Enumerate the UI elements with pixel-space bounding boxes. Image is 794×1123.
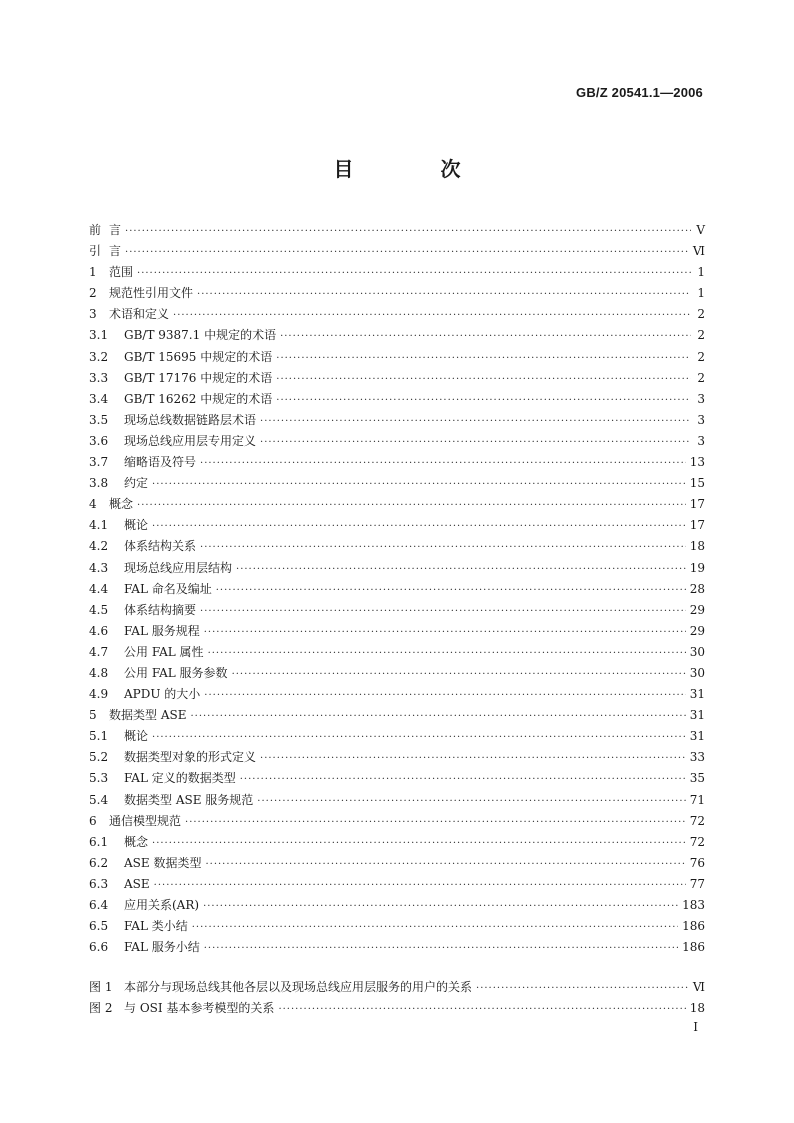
toc-entry-title: 术语和定义 [109,307,170,322]
toc-entry-number: 3 [89,307,97,322]
toc-leader-dots [185,812,686,833]
toc-entry-number: 4.1 [89,518,109,533]
toc-entry[interactable] [89,937,705,958]
toc-entry-page: 3 [697,412,705,427]
toc-entry-title: FAL 类小结 [124,919,188,934]
toc-entry-page: 72 [689,813,705,828]
toc-entry[interactable] [89,452,705,473]
toc-entry-number: 4.5 [89,602,109,617]
toc-leader-dots [152,727,686,748]
toc-entry-page: Ⅵ [692,244,705,259]
toc-entry-page: 31 [689,708,705,723]
toc-leader-dots [257,791,685,812]
toc-entry-title: ASE [124,876,150,891]
toc-entry[interactable] [89,558,705,579]
toc-leader-dots [125,221,691,242]
toc-entry[interactable] [89,916,705,937]
toc-entry[interactable] [89,811,705,832]
toc-entry-page: 2 [697,307,705,322]
toc-leader-dots [276,369,691,390]
toc-entry-title: 规范性引用文件 [109,286,194,301]
toc-entry-page: 17 [689,497,705,512]
toc-entry-number: 4.4 [89,581,109,596]
toc-leader-dots [204,938,678,959]
toc-entry[interactable] [89,410,705,431]
toc-leader-dots [200,601,686,622]
toc-leader-dots [203,896,678,917]
toc-leader-dots [192,917,678,938]
toc-entry-title: 缩略语及符号 [124,455,197,470]
toc-entry-title: 公用 FAL 服务参数 [124,665,228,680]
toc-entry-page: 33 [689,750,705,765]
toc-entry-title: 应用关系(AR) [124,898,200,912]
toc-entry-number: 4.7 [89,644,109,659]
toc-entry[interactable] [89,579,705,600]
toc-entry[interactable] [89,494,705,515]
toc-entry-title: APDU 的大小 [124,687,201,702]
toc-entry-page: 186 [682,940,705,955]
toc-entry[interactable] [89,663,705,684]
toc-entry-number: 6.2 [89,855,109,870]
toc-entry[interactable] [89,768,705,789]
toc-leader-dots [216,580,686,601]
toc-entry-page: 29 [689,602,705,617]
toc-entry-number: 3.4 [89,391,109,406]
toc-entry[interactable] [89,283,705,304]
toc-entry-number: 6.6 [89,940,109,955]
toc-leader-dots [200,537,686,558]
toc-entry-page: 28 [689,581,705,596]
toc-leader-dots [260,748,686,769]
toc-entry-page: 19 [689,560,705,575]
toc-leader-dots [204,622,686,643]
toc-entry-number: 3.7 [89,455,109,470]
toc-entry-title: 公用 FAL 属性 [124,644,204,659]
toc-entry[interactable] [89,642,705,663]
toc-leader-dots [137,263,691,284]
toc-entry-title: GB/T 15695 中规定的术语 [124,349,273,364]
toc-entry-page: 183 [682,898,705,912]
toc-leader-dots [260,432,691,453]
toc-entry-page: 31 [689,687,705,702]
toc-leader-dots [280,326,691,347]
toc-entry-title: FAL 命名及编址 [124,581,212,596]
toc-entry[interactable] [89,747,705,768]
toc-entry[interactable] [89,515,705,536]
toc-entry-title: 本部分与现场总线其他各层以及现场总线应用层服务的用户的关系 [124,980,473,994]
toc-entry-number: 3.2 [89,349,109,364]
toc-entry-number: 5.1 [89,729,109,744]
toc-entry-page: 71 [689,792,705,807]
toc-entry-title: 与 OSI 基本参考模型的关系 [124,1001,275,1016]
toc-entry-title: GB/T 9387.1 中规定的术语 [124,328,277,343]
toc-entry-number: 3.8 [89,476,109,491]
toc-entry-page: 1 [697,286,705,301]
toc-leader-dots [260,411,691,432]
figure-entry[interactable] [89,977,705,998]
toc-leader-dots [208,643,686,664]
toc-leader-dots [278,999,685,1020]
standard-number: GB/Z 20541.1—2006 [576,85,703,100]
toc-entry-number: 5.2 [89,750,109,765]
toc-entry-number: 4 [89,497,97,512]
toc-leader-dots [173,305,691,326]
toc-entry-page: 2 [697,328,705,343]
toc-entry-page: 18 [689,1001,705,1016]
toc-entry-title: ASE 数据类型 [124,855,202,870]
toc-entry-page: 35 [689,771,705,786]
toc-entry-number: 6.3 [89,876,109,891]
toc-leader-dots [476,978,689,999]
toc-entry[interactable] [89,874,705,895]
toc-entry[interactable] [89,241,705,262]
toc-leader-dots [232,664,686,685]
toc-leader-dots [200,453,686,474]
toc-leader-dots [137,495,686,516]
toc-leader-dots [204,685,685,706]
toc-entry-number: 6.5 [89,919,109,934]
toc-entry-title: GB/T 17176 中规定的术语 [124,370,273,385]
toc-entry-title: 体系结构摘要 [124,602,197,617]
toc-entry-title: 数据类型 ASE 服务规范 [124,792,254,807]
toc-entry[interactable] [89,262,705,283]
toc-entry-number: 2 [89,286,97,301]
toc-entry[interactable] [89,726,705,747]
toc-entry-number: 6 [89,813,97,828]
table-of-contents [89,220,705,958]
toc-entry-number: 引 [89,244,102,259]
toc-entry-title: FAL 服务小结 [124,940,200,955]
toc-entry-page: 13 [689,455,705,470]
toc-entry-number: 前 [89,223,102,237]
toc-entry-title: 体系结构关系 [124,539,197,554]
toc-entry-page: 30 [689,665,705,680]
toc-entry[interactable] [89,325,705,346]
toc-entry-page: Ⅴ [696,223,705,237]
toc-entry-number: 3.6 [89,433,109,448]
toc-entry-number: 3.5 [89,412,109,427]
toc-entry-number: 5.4 [89,792,109,807]
toc-entry-title: 现场总线应用层结构 [124,560,233,575]
toc-entry-title: GB/T 16262 中规定的术语 [124,391,273,406]
figure-entry[interactable] [89,998,705,1019]
toc-leader-dots [152,833,686,854]
toc-entry-page: 18 [689,539,705,554]
toc-entry-page: 2 [697,349,705,364]
toc-entry-title: 约定 [124,476,149,491]
toc-entry-title: 言 [109,223,122,237]
toc-entry-title: 概论 [124,729,149,744]
toc-entry[interactable] [89,600,705,621]
toc-entry-title: 数据类型 ASE [109,708,187,723]
toc-entry[interactable] [89,347,705,368]
toc-entry[interactable] [89,790,705,811]
toc-entry[interactable] [89,368,705,389]
toc-entry-title: 概念 [109,497,134,512]
toc-entry[interactable] [89,220,705,241]
toc-leader-dots [240,769,686,790]
toc-entry-number: 3.1 [89,328,109,343]
toc-entry[interactable] [89,473,705,494]
toc-leader-dots [190,706,685,727]
toc-entry-number: 4.9 [89,687,109,702]
toc-entry-page: 72 [689,834,705,849]
toc-entry-number: 4.8 [89,665,109,680]
toc-entry-page: 3 [697,391,705,406]
toc-entry-title: 范围 [109,265,134,280]
toc-entry-title: 言 [109,244,122,259]
toc-entry-title: 概论 [124,518,149,533]
toc-entry-title: 概念 [124,834,149,849]
toc-entry-title: FAL 服务规程 [124,623,200,638]
toc-entry-number: 图 2 [89,1001,113,1016]
toc-leader-dots [152,516,686,537]
toc-entry-title: FAL 定义的数据类型 [124,771,236,786]
toc-entry-page: 31 [689,729,705,744]
toc-entry-number: 5.3 [89,771,109,786]
toc-leader-dots [236,559,686,580]
toc-entry[interactable] [89,389,705,410]
toc-entry-number: 3.3 [89,370,109,385]
toc-entry[interactable] [89,853,705,874]
toc-entry-number: 图 1 [89,980,113,994]
toc-entry-page: 29 [689,623,705,638]
toc-entry[interactable] [89,431,705,452]
toc-entry-page: 186 [682,919,705,934]
toc-entry-number: 4.2 [89,539,109,554]
toc-entry-title: 数据类型对象的形式定义 [124,750,257,765]
toc-entry-page: 77 [689,876,705,891]
toc-entry[interactable] [89,832,705,853]
page-number: Ⅰ [693,1020,698,1034]
toc-entry-number: 1 [89,265,97,280]
list-of-figures [89,977,705,1019]
toc-entry-number: 4.3 [89,560,109,575]
toc-entry-title: 现场总线应用层专用定义 [124,433,257,448]
toc-entry-page: Ⅵ [692,980,705,994]
toc-entry-number: 6.4 [89,898,109,912]
toc-entry[interactable] [89,705,705,726]
toc-leader-dots [197,284,691,305]
toc-entry-page: 2 [697,370,705,385]
toc-entry-number: 6.1 [89,834,109,849]
toc-leader-dots [154,875,686,896]
toc-leader-dots [205,854,685,875]
toc-entry[interactable] [89,895,705,916]
toc-entry-title: 通信模型规范 [109,813,182,828]
toc-entry[interactable] [89,304,705,325]
toc-leader-dots [276,390,691,411]
toc-entry-page: 1 [697,265,705,280]
toc-entry-number: 5 [89,708,97,723]
toc-leader-dots [125,242,689,263]
toc-entry-page: 30 [689,644,705,659]
toc-entry-title: 现场总线数据链路层术语 [124,412,257,427]
toc-leader-dots [152,474,686,495]
toc-entry-number: 4.6 [89,623,109,638]
toc-entry-page: 3 [697,433,705,448]
toc-entry-page: 17 [689,518,705,533]
toc-entry[interactable] [89,684,705,705]
toc-leader-dots [276,348,691,369]
page-title: 目 次 [333,157,501,181]
toc-entry[interactable] [89,621,705,642]
toc-entry[interactable] [89,536,705,557]
toc-entry-page: 76 [689,855,705,870]
toc-entry-page: 15 [689,476,705,491]
